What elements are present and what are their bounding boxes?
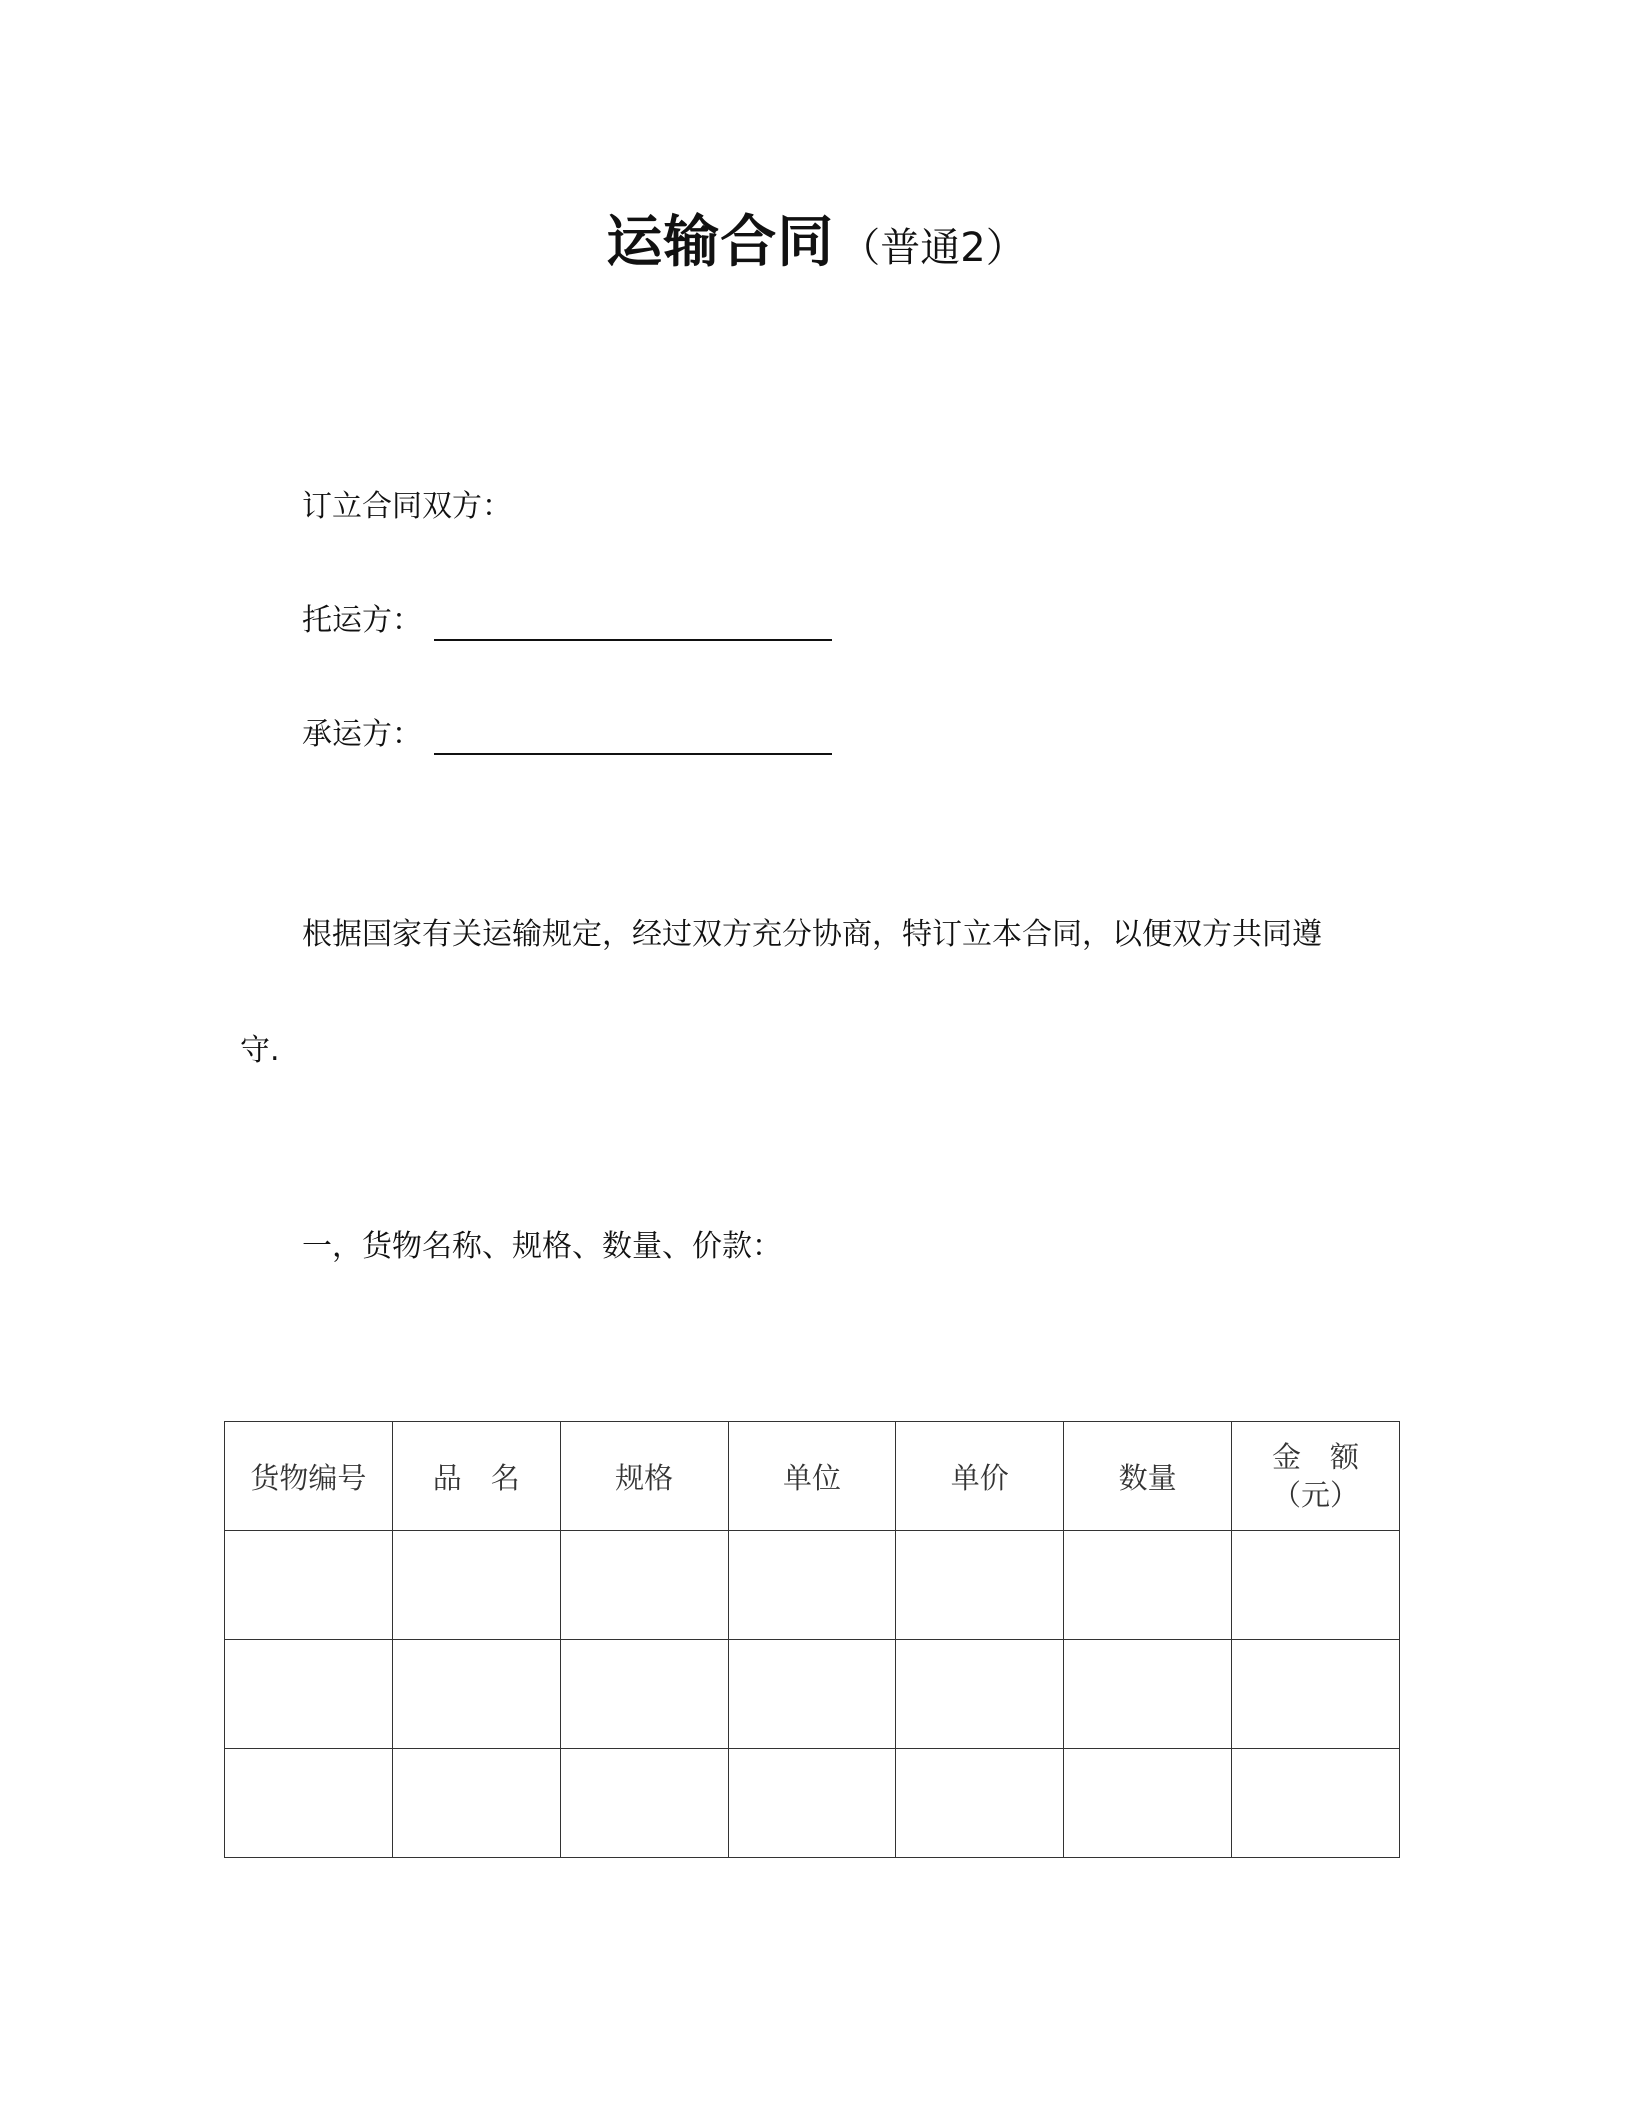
table-cell[interactable] — [1232, 1640, 1400, 1749]
table-cell[interactable] — [728, 1749, 896, 1858]
header-amount-unit: （元） — [1272, 1478, 1360, 1512]
table-cell[interactable] — [1064, 1640, 1232, 1749]
header-specification: 规格 — [560, 1422, 728, 1531]
header-goods-number: 货物编号 — [225, 1422, 393, 1531]
carrier-line — [302, 715, 832, 755]
table-cell[interactable] — [225, 1749, 393, 1858]
table-cell[interactable] — [560, 1749, 728, 1858]
table-row — [225, 1531, 1400, 1640]
parties-heading: 订立合同双方： — [302, 489, 512, 524]
table-cell[interactable] — [896, 1640, 1064, 1749]
table-header-row — [225, 1422, 1400, 1531]
table-cell[interactable] — [896, 1749, 1064, 1858]
document-title — [0, 198, 1632, 278]
preamble-line-2: 守. — [240, 1033, 280, 1068]
section1-heading: 一，货物名称、规格、数量、价款： — [302, 1229, 782, 1264]
table-cell[interactable] — [560, 1640, 728, 1749]
header-unit: 单位 — [728, 1422, 896, 1531]
table-cell[interactable] — [728, 1531, 896, 1640]
table-cell[interactable] — [1232, 1531, 1400, 1640]
table-cell[interactable] — [896, 1531, 1064, 1640]
header-product-name: 品 名 — [392, 1422, 560, 1531]
table-cell[interactable] — [392, 1531, 560, 1640]
table-row — [225, 1749, 1400, 1858]
table-cell[interactable] — [560, 1531, 728, 1640]
title-suffix: （普通2） — [840, 225, 1026, 271]
table-cell[interactable] — [728, 1640, 896, 1749]
title-main: 运输合同 — [606, 210, 835, 275]
shipper-label: 托运方： — [302, 603, 422, 638]
header-quantity: 数量 — [1064, 1422, 1232, 1531]
header-unit-price: 单价 — [896, 1422, 1064, 1531]
carrier-blank-field[interactable] — [434, 721, 832, 755]
table-cell[interactable] — [392, 1749, 560, 1858]
table-row — [225, 1640, 1400, 1749]
header-amount-label: 金 额 — [1272, 1440, 1360, 1474]
shipper-blank-field[interactable] — [434, 607, 832, 641]
table-cell[interactable] — [225, 1531, 393, 1640]
table-cell[interactable] — [392, 1640, 560, 1749]
table-cell[interactable] — [1064, 1531, 1232, 1640]
preamble-line-1: 根据国家有关运输规定，经过双方充分协商，特订立本合同，以便双方共同遵 — [302, 917, 1322, 952]
table-cell[interactable] — [1232, 1749, 1400, 1858]
goods-table — [224, 1421, 1400, 1858]
shipper-line — [302, 601, 832, 641]
table-cell[interactable] — [1064, 1749, 1232, 1858]
header-amount — [1232, 1422, 1400, 1531]
carrier-label: 承运方： — [302, 717, 422, 752]
table-cell[interactable] — [225, 1640, 393, 1749]
